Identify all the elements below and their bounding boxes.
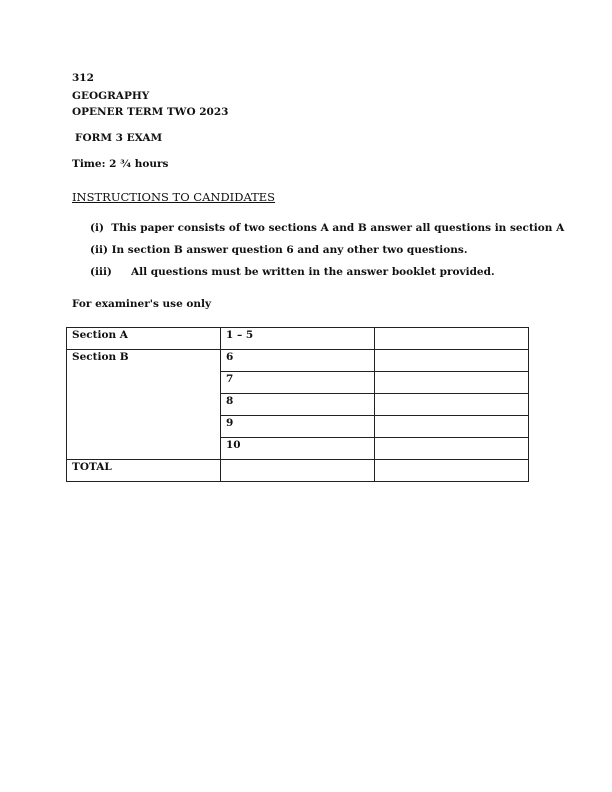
instruction-number: (ii) [90, 244, 108, 256]
score-cell [375, 350, 529, 372]
question-cell: 9 [221, 416, 375, 438]
subject-title: GEOGRAPHY [72, 90, 150, 102]
instruction-number: (iii) [90, 266, 112, 278]
instruction-3 [90, 266, 495, 279]
total-label: TOTAL [67, 460, 221, 482]
question-cell: 7 [221, 372, 375, 394]
exam-term: OPENER TERM TWO 2023 [72, 106, 229, 118]
table-row [67, 328, 529, 350]
instruction-text: In section B answer question 6 and any other two questions. [111, 244, 468, 256]
total-cell [221, 460, 375, 482]
score-cell [375, 394, 529, 416]
score-cell [375, 438, 529, 460]
paper-code: 312 [72, 72, 94, 84]
examiner-note: For examiner's use only [72, 298, 212, 310]
question-cell: 6 [221, 350, 375, 372]
table-row [67, 460, 529, 482]
score-cell [375, 460, 529, 482]
instruction-2 [90, 244, 468, 257]
score-cell [375, 328, 529, 350]
instruction-text: All questions must be written in the answer booklet provided. [131, 266, 495, 278]
marks-table [66, 327, 529, 482]
table-row [67, 350, 529, 372]
question-cell: 1 – 5 [221, 328, 375, 350]
instruction-number: (i) [90, 222, 104, 234]
section-a-label: Section A [67, 328, 221, 350]
time-allowed: Time: 2 ¾ hours [72, 158, 169, 170]
score-cell [375, 372, 529, 394]
instructions-heading: INSTRUCTIONS TO CANDIDATES [72, 190, 276, 204]
section-b-label: Section B [67, 350, 221, 460]
question-cell: 10 [221, 438, 375, 460]
score-cell [375, 416, 529, 438]
instruction-text: This paper consists of two sections A and B answer all questions in section A [111, 222, 565, 234]
instruction-1 [90, 222, 564, 235]
question-cell: 8 [221, 394, 375, 416]
form-label: FORM 3 EXAM [75, 132, 163, 144]
